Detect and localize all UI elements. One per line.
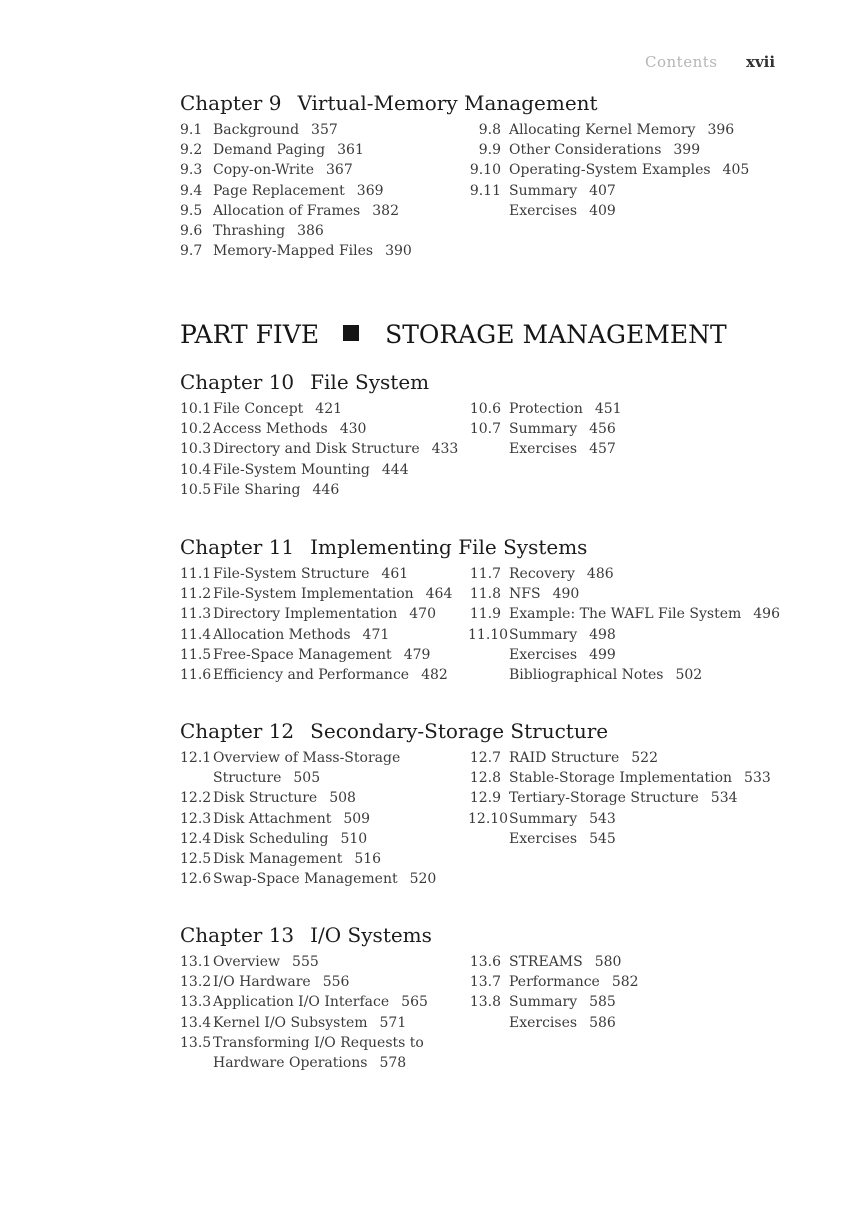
section-title: Memory-Mapped Files <box>213 243 374 260</box>
toc-entry <box>468 120 749 140</box>
section-page: 446 <box>312 481 340 498</box>
section-number: 12.9 <box>469 790 501 807</box>
toc-entry <box>180 399 458 419</box>
section-number: 9.10 <box>469 162 501 179</box>
section-title: NFS <box>509 586 541 603</box>
section-page: 545 <box>589 830 616 847</box>
section-number: 9.5 <box>180 202 203 219</box>
section-title: Exercises <box>509 830 578 847</box>
section-number: 9.4 <box>180 182 203 199</box>
section-title: Application I/O Interface <box>213 994 390 1011</box>
toc-entry <box>180 992 436 1012</box>
section-title: Stable-Storage Implementation <box>509 770 733 787</box>
section-number: 11.7 <box>469 566 501 582</box>
section-number: 13.4 <box>180 1014 212 1031</box>
section-page: 516 <box>354 850 382 867</box>
section-title: STREAMS <box>509 954 583 970</box>
section-title: Summary <box>509 182 578 199</box>
toc-entry <box>180 140 412 160</box>
toc-entry <box>468 439 622 459</box>
section-title: Exercises <box>509 1014 578 1031</box>
section-number: 9.8 <box>478 122 501 138</box>
section-page: 367 <box>326 162 353 179</box>
section-title: Disk Scheduling <box>213 830 329 847</box>
section-page: 534 <box>710 790 738 807</box>
section-page: 555 <box>292 954 319 970</box>
chapter-number: Chapter 12 <box>180 719 295 743</box>
toc-entry <box>468 748 771 768</box>
chapter-11-left-list <box>180 564 452 685</box>
section-number: 9.9 <box>478 142 501 159</box>
section-title: Structure <box>213 770 282 787</box>
section-title: Directory Implementation <box>213 606 398 623</box>
toc-entry <box>468 181 749 201</box>
section-page: 520 <box>409 871 437 888</box>
section-title: Overview of Mass-Storage <box>213 750 401 766</box>
section-title: Allocation of Frames <box>213 202 361 219</box>
chapter-number: Chapter 10 <box>180 370 295 394</box>
toc-entry <box>468 992 639 1012</box>
section-page: 390 <box>385 243 412 260</box>
section-page: 543 <box>589 810 616 827</box>
section-title: Recovery <box>509 566 575 582</box>
section-number: 13.8 <box>469 994 501 1011</box>
chapter-10-right-list <box>468 399 622 460</box>
toc-entry <box>180 241 412 261</box>
section-number: 11.8 <box>469 586 501 603</box>
toc-entry <box>180 160 412 180</box>
toc-entry <box>468 768 771 788</box>
section-number: 13.1 <box>180 954 212 970</box>
section-title: Operating-System Examples <box>509 162 711 179</box>
section-number: 12.2 <box>180 790 212 807</box>
section-title: File-System Mounting <box>213 461 370 478</box>
section-number: 12.6 <box>180 871 212 888</box>
toc-entry <box>180 584 452 604</box>
section-number: 12.3 <box>180 810 212 827</box>
chapter-11-right-list <box>468 564 780 685</box>
toc-entry <box>468 201 749 221</box>
square-bullet-icon <box>343 325 359 341</box>
section-number: 9.7 <box>180 243 203 260</box>
toc-entry <box>468 419 622 439</box>
section-title: Tertiary-Storage Structure <box>509 790 699 807</box>
section-page: 421 <box>315 401 343 417</box>
section-title: File-System Structure <box>213 566 370 582</box>
section-number: 9.1 <box>180 122 203 138</box>
toc-entry <box>468 564 780 584</box>
section-title: Hardware Operations <box>213 1054 368 1071</box>
section-page: 490 <box>552 586 580 603</box>
section-title: Page Replacement <box>213 182 345 199</box>
section-page: 444 <box>381 461 409 478</box>
toc-entry <box>468 788 771 808</box>
section-number: 11.9 <box>469 606 501 623</box>
toc-entry <box>468 604 780 624</box>
section-title: Disk Management <box>213 850 343 867</box>
section-page: 509 <box>343 810 371 827</box>
chapter-11-heading <box>180 535 587 559</box>
section-title: Background <box>213 122 300 138</box>
section-title: Swap-Space Management <box>213 871 398 888</box>
toc-entry <box>180 788 436 808</box>
section-page: 556 <box>322 974 350 991</box>
section-page: 479 <box>403 646 431 663</box>
section-title: Overview <box>213 954 281 970</box>
section-number: 11.2 <box>180 586 212 603</box>
section-number: 10.3 <box>180 441 212 458</box>
toc-entry <box>468 972 639 992</box>
section-title: Exercises <box>509 441 578 458</box>
section-title: Bibliographical Notes <box>509 666 664 683</box>
toc-entry <box>468 584 780 604</box>
section-title: Other Considerations <box>509 142 662 159</box>
toc-entry <box>468 809 771 829</box>
section-title: Summary <box>509 994 578 1011</box>
chapter-9-right-list <box>468 120 749 221</box>
section-number: 11.4 <box>180 626 212 643</box>
section-number: 10.1 <box>180 401 212 417</box>
toc-entry <box>180 460 458 480</box>
section-number: 12.4 <box>180 830 212 847</box>
section-page: 430 <box>339 421 367 438</box>
chapter-13-left-list <box>180 952 436 1073</box>
toc-entry <box>180 972 436 992</box>
section-number: 13.7 <box>469 974 501 991</box>
section-page: 578 <box>379 1054 407 1071</box>
section-page: 586 <box>589 1014 616 1031</box>
section-title: Free-Space Management <box>213 646 392 663</box>
chapter-number: Chapter 9 <box>180 91 282 115</box>
section-page: 407 <box>589 182 616 199</box>
section-page: 396 <box>707 122 735 138</box>
section-page: 451 <box>594 401 622 417</box>
section-page: 496 <box>753 606 780 623</box>
section-title: Disk Attachment <box>213 810 332 827</box>
section-page: 522 <box>631 750 658 766</box>
toc-entry <box>180 829 436 849</box>
section-title: File Sharing <box>213 481 301 498</box>
section-page: 461 <box>381 566 409 582</box>
section-title: Allocating Kernel Memory <box>509 122 696 138</box>
toc-entry <box>468 829 771 849</box>
section-number: 10.4 <box>180 461 212 478</box>
section-title: Thrashing <box>213 222 286 239</box>
toc-entry <box>180 748 436 768</box>
section-title: Example: The WAFL File System <box>509 606 742 623</box>
section-page: 456 <box>589 421 616 438</box>
toc-entry <box>468 140 749 160</box>
section-number: 11.10 <box>468 626 509 643</box>
section-number: 13.6 <box>469 954 501 970</box>
section-title: File-System Implementation <box>213 586 414 603</box>
section-page: 499 <box>589 646 616 663</box>
section-page: 433 <box>431 441 459 458</box>
toc-entry <box>180 201 412 221</box>
chapter-10-left-list <box>180 399 458 500</box>
section-page: 369 <box>356 182 384 199</box>
chapter-title: File System <box>310 370 430 394</box>
toc-entry <box>468 952 639 972</box>
section-page: 582 <box>611 974 639 991</box>
section-number: 11.5 <box>180 646 212 663</box>
section-page: 361 <box>337 142 364 159</box>
section-title: Allocation Methods <box>213 626 351 643</box>
section-page: 482 <box>421 666 448 683</box>
section-page: 357 <box>311 122 338 138</box>
section-page: 386 <box>297 222 324 239</box>
toc-entry <box>180 221 412 241</box>
page-number: xvii <box>746 53 776 71</box>
chapter-number: Chapter 13 <box>180 923 295 947</box>
section-page: 508 <box>329 790 356 807</box>
section-number: 13.3 <box>180 994 212 1011</box>
section-number: 9.3 <box>180 162 203 179</box>
toc-entry <box>180 849 436 869</box>
toc-entry <box>180 665 452 685</box>
toc-entry <box>180 564 452 584</box>
section-title: Directory and Disk Structure <box>213 441 420 458</box>
chapter-title: Secondary-Storage Structure <box>310 719 609 743</box>
part-five-heading <box>180 320 727 349</box>
section-title: Exercises <box>509 646 578 663</box>
toc-entry <box>468 625 780 645</box>
toc-entry <box>468 160 749 180</box>
section-page: 533 <box>744 770 771 787</box>
toc-entry <box>180 768 436 788</box>
chapter-title: Implementing File Systems <box>310 535 588 559</box>
section-page: 510 <box>340 830 368 847</box>
section-title: Disk Structure <box>213 790 318 807</box>
chapter-title: I/O Systems <box>310 923 432 947</box>
section-page: 405 <box>722 162 750 179</box>
toc-entry <box>468 399 622 419</box>
running-header-section: Contents <box>645 53 718 71</box>
section-page: 457 <box>589 441 616 458</box>
section-title: RAID Structure <box>509 750 620 766</box>
toc-entry <box>468 665 780 685</box>
section-title: Performance <box>509 974 600 991</box>
toc-entry <box>180 120 412 140</box>
section-title: Protection <box>509 401 583 417</box>
section-page: 470 <box>409 606 436 623</box>
section-page: 471 <box>362 626 390 643</box>
toc-entry <box>180 1013 436 1033</box>
section-title: Copy-on-Write <box>213 162 314 179</box>
section-title: Summary <box>509 421 578 438</box>
section-number: 9.2 <box>180 142 203 159</box>
section-number: 9.6 <box>180 222 203 239</box>
section-number: 10.7 <box>469 421 501 438</box>
chapter-9-left-list <box>180 120 412 261</box>
part-label: PART FIVE <box>180 320 320 349</box>
toc-entry <box>468 645 780 665</box>
section-number: 12.1 <box>180 750 212 766</box>
section-page: 498 <box>589 626 616 643</box>
section-number: 12.7 <box>469 750 501 766</box>
toc-entry <box>180 1033 436 1053</box>
section-title: Access Methods <box>213 421 328 438</box>
section-page: 565 <box>401 994 428 1011</box>
toc-entry <box>180 480 458 500</box>
section-page: 409 <box>589 202 616 219</box>
chapter-10-heading <box>180 370 429 394</box>
chapter-13-right-list <box>468 952 639 1033</box>
chapter-title: Virtual-Memory Management <box>297 91 598 115</box>
section-number: 10.5 <box>180 481 212 498</box>
section-page: 580 <box>594 954 622 970</box>
toc-entry <box>180 869 436 889</box>
section-title: Efficiency and Performance <box>213 666 410 683</box>
toc-entry <box>180 604 452 624</box>
chapter-12-right-list <box>468 748 771 849</box>
toc-entry <box>180 952 436 972</box>
toc-entry <box>180 645 452 665</box>
toc-entry <box>180 419 458 439</box>
toc-entry <box>180 181 412 201</box>
section-number: 12.5 <box>180 850 212 867</box>
section-page: 464 <box>425 586 453 603</box>
section-title: Summary <box>509 626 578 643</box>
section-number: 12.10 <box>468 810 509 827</box>
section-page: 502 <box>675 666 703 683</box>
section-title: Summary <box>509 810 578 827</box>
chapter-number: Chapter 11 <box>180 535 295 559</box>
section-page: 486 <box>586 566 614 582</box>
chapter-13-heading <box>180 923 432 947</box>
section-number: 13.2 <box>180 974 212 991</box>
section-number: 11.1 <box>180 566 212 582</box>
chapter-12-left-list <box>180 748 436 889</box>
section-number: 12.8 <box>469 770 501 787</box>
chapter-12-heading <box>180 719 608 743</box>
section-title: Kernel I/O Subsystem <box>213 1014 368 1031</box>
section-number: 10.6 <box>469 401 501 417</box>
toc-entry <box>180 439 458 459</box>
section-page: 382 <box>372 202 399 219</box>
section-number: 11.6 <box>180 666 212 683</box>
toc-entry <box>180 1053 436 1073</box>
section-number: 11.3 <box>180 606 212 623</box>
section-number: 10.2 <box>180 421 212 438</box>
part-title: STORAGE MANAGEMENT <box>385 320 727 349</box>
section-page: 399 <box>673 142 701 159</box>
toc-entry <box>468 1013 639 1033</box>
section-number: 13.5 <box>180 1034 212 1051</box>
section-page: 505 <box>293 770 321 787</box>
section-title: Exercises <box>509 202 578 219</box>
toc-entry <box>180 809 436 829</box>
toc-entry <box>180 625 452 645</box>
section-title: Transforming I/O Requests to <box>213 1034 424 1051</box>
section-title: Demand Paging <box>213 142 326 159</box>
section-title: I/O Hardware <box>213 974 311 991</box>
chapter-9-heading <box>180 91 598 115</box>
section-number: 9.11 <box>469 182 501 199</box>
section-title: File Concept <box>213 401 304 417</box>
section-page: 585 <box>589 994 616 1011</box>
section-page: 571 <box>379 1014 407 1031</box>
